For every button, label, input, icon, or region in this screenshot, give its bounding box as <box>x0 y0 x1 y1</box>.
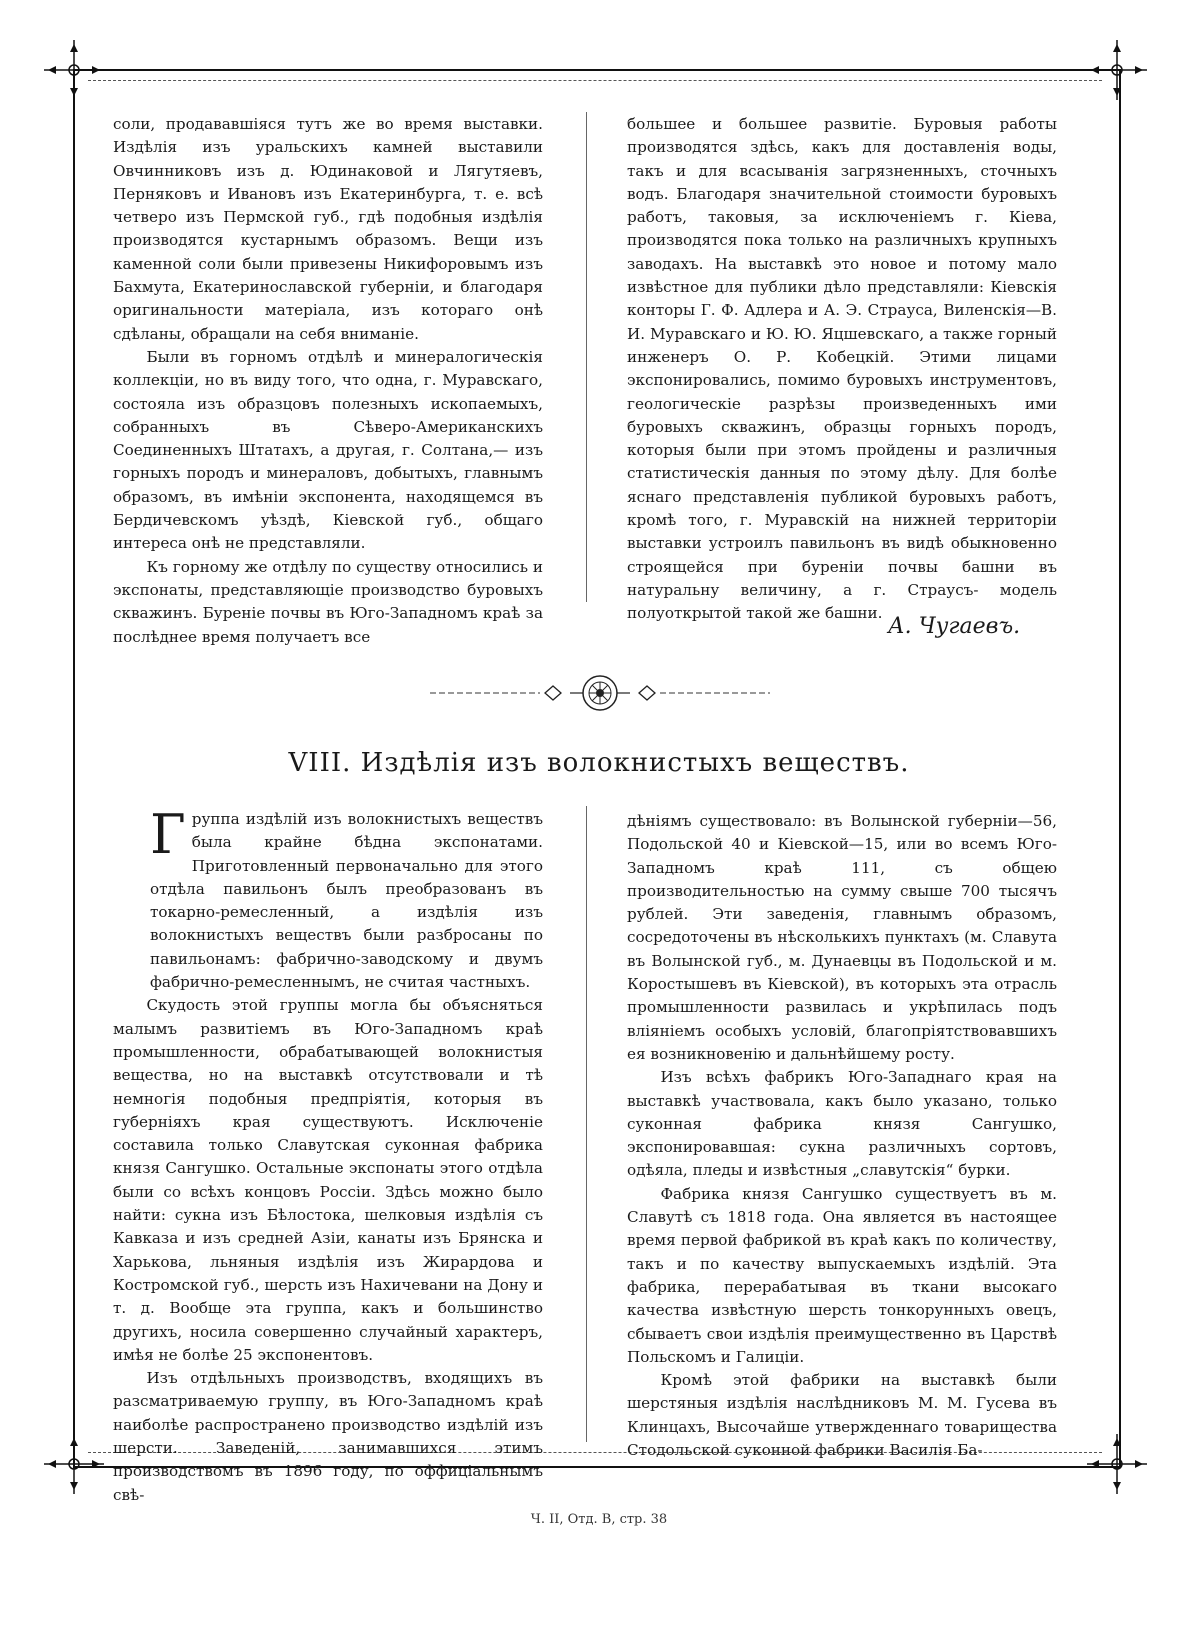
author-signature: А. Чугаевъ. <box>888 614 1021 639</box>
top-right-column <box>627 113 1057 626</box>
paragraph <box>113 803 543 994</box>
column-separator <box>586 112 587 602</box>
column-separator <box>586 806 587 1442</box>
paragraph: Изъ отдѣльныхъ производствъ, входящихъ въ разсматриваемую группу, въ Юго-Западномъ краѣ наиболѣе распространено производство издѣлій изъ шерсти. Заведеній, занимавшихся этимъ производствомъ въ 1896 году, по оффиціальнымъ свѣ- <box>113 1369 543 1504</box>
paragraph: Изъ всѣхъ фабрикъ Юго-Западнаго края на выставкѣ участвовала, какъ было указано, только суконная фабрика князя Сангушко, экспонировавшая: сукна различныхъ сортовъ, одѣяла, пледы и извѣстныя „славутскія“ бурки. <box>627 1068 1057 1180</box>
drop-cap: Г <box>150 803 186 866</box>
bottom-right-column <box>627 810 1057 1462</box>
paragraph: дѣніямъ существовало: въ Волынской губерніи—56, Подольской 40 и Кіевской—15, или во всемъ Юго-Западномъ краѣ 111, съ общею производительностью на сумму свыше 700 тысячъ рублей. Эти заведенія, главнымъ образомъ, сосредоточены въ нѣсколькихъ пунктахъ (м. Славута въ Волынской губ., м. Дунаевцы въ Подольской и м. Коростышевъ въ Кіевской), въ которыхъ эта отрасль промышленности развилась и укрѣпилась подъ вліяніемъ особыхъ условій, благопріятствовавшихъ ея возникновенію и дальнѣйшему росту. <box>627 812 1057 1063</box>
paragraph: Скудость этой группы могла бы объясняться малымъ развитіемъ въ Юго-Западномъ краѣ промышленности, обрабатывающей волокнистыя вещества, но на выставкѣ отсутствовали и тѣ немногія подобныя предпріятія, которыя въ губерніяхъ края существуютъ. Исключеніе составила только Славутская суконная фабрика князя Сангушко. Остальные экспонаты этого отдѣла были со всѣхъ концовъ Россіи. Здѣсь можно было найти: сукна изъ Бѣлостока, шелковыя издѣлія съ Кавказа и изъ средней Азіи, канаты изъ Брянска и Харькова, льняныя издѣлія изъ Жирардова и Костромской губ., шерсть изъ Нахичевани на Дону и т. д. Вообще эта группа, какъ и большинство другихъ, носила совершенно случайный характеръ, имѣя не болѣе 25 экспонентовъ. <box>113 996 543 1364</box>
bottom-left-column <box>113 803 543 1507</box>
section-title: VIII. Издѣлія изъ волокнистыхъ веществъ. <box>288 748 910 778</box>
corner-ornament-icon <box>1087 40 1147 100</box>
paragraph-text: руппа издѣлій изъ волокнистыхъ веществъ была крайне бѣдна экспонатами. Приготовленный первоначально для этого отдѣла павильонъ былъ преобразованъ въ токарно-ремесленный, а издѣлія изъ волокнистыхъ веществъ были разбросаны по павильонамъ: фабрично-заводскому и двумъ фабрично-ремесленнымъ, не считая частныхъ. <box>150 810 543 992</box>
rosette-ornament-icon <box>420 673 780 713</box>
page-footer: Ч. II, Отд. В, стр. 38 <box>530 1512 668 1527</box>
corner-ornament-icon <box>44 40 104 100</box>
corner-ornament-icon <box>1087 1434 1147 1494</box>
paragraph: Къ горному же отдѣлу по существу относились и экспонаты, представляющіе производство буровыхъ скважинъ. Буреніе почвы въ Юго-Западномъ краѣ за послѣднее время получаетъ все <box>113 557 543 646</box>
top-left-column <box>113 113 543 649</box>
corner-ornament-icon <box>44 1434 104 1494</box>
paragraph: соли, продававшіяся тутъ же во время выставки. Издѣлія изъ уральскихъ камней выставили Овчинниковъ изъ д. Юдинаковой и Лягутяевъ, Перняковъ и Ивановъ изъ Екатеринбурга, т. е. всѣ четверо изъ Пермской губ., гдѣ подобныя издѣлія производятся кустарнымъ образомъ. Вещи изъ каменной соли были привезены Никифоровымъ изъ Бахмута, Екатеринославской губерніи, и благодаря оригинальности матеріала, изъ котораго онѣ сдѣланы, обращали на себя вниманіе. <box>113 115 543 343</box>
paragraph: Фабрика князя Сангушко существуетъ въ м. Славутѣ съ 1818 года. Она является въ настоящее время первой фабрикой въ краѣ какъ по количеству, такъ и по качеству выпускаемыхъ издѣлій. Эта фабрика, перерабатывая въ ткани высокаго качества извѣстную шерсть тонкорунныхъ овецъ, сбываетъ свои издѣлія преимущественно въ Царствѣ Польскомъ и Галиціи. <box>627 1184 1057 1366</box>
paragraph: большее и большее развитіе. Буровыя работы производятся здѣсь, какъ для доставленія воды, такъ и для всасыванія загрязненныхъ, сточныхъ водъ. Благодаря значительной стоимости буровыхъ работъ, таковыя, за исключеніемъ г. Кіева, производятся пока только на различныхъ крупныхъ заводахъ. На выставкѣ это новое и потому мало извѣстное для публики дѣло представляли: Кіевскія конторы Г. Ф. Адлера и А. Э. Страуса, Виленскія—В. И. Муравскаго и Ю. Ю. Яцшевскаго, а также горный инженеръ О. Р. Кобецкій. Этими лицами экспонировались, помимо буровыхъ инструментовъ, геологическіе разрѣзы произведенныхъ ими буровыхъ скважинъ, образцы горныхъ породъ, которыя были при этомъ пройдены и различныя статистическія данныя по этому дѣлу. Для болѣе яснаго представленія публикой буровыхъ работъ, кромѣ того, г. Муравскій на нижней территоріи выставки устроилъ павильонъ въ видѣ обыкновенно строящейся при буреніи почвы башни въ натуральну величину, а г. Страусъ- модель полуоткрытой такой же башни. <box>627 115 1057 623</box>
paragraph: Кромѣ этой фабрики на выставкѣ были шерстяныя издѣлія наслѣдниковъ М. М. Гусева въ Клинцахъ, Высочайше утвержденнаго товарищества Стодольской суконной фабрики Василія Ба- <box>627 1371 1057 1460</box>
page-frame-inner-top <box>88 80 1102 81</box>
paragraph: Были въ горномъ отдѣлѣ и минералогическія коллекціи, но въ виду того, что одна, г. Муравскаго, состояла изъ образцовъ полезныхъ ископаемыхъ, собранныхъ въ Сѣверо-Американскихъ Соединенныхъ Штатахъ, а другая, г. Солтана,— изъ горныхъ породъ и минераловъ, добытыхъ, главнымъ образомъ, въ имѣніи экспонента, находящемся въ Бердичевскомъ уѣздѣ, Кіевской губ., общаго интереса онѣ не представляли. <box>113 347 543 553</box>
